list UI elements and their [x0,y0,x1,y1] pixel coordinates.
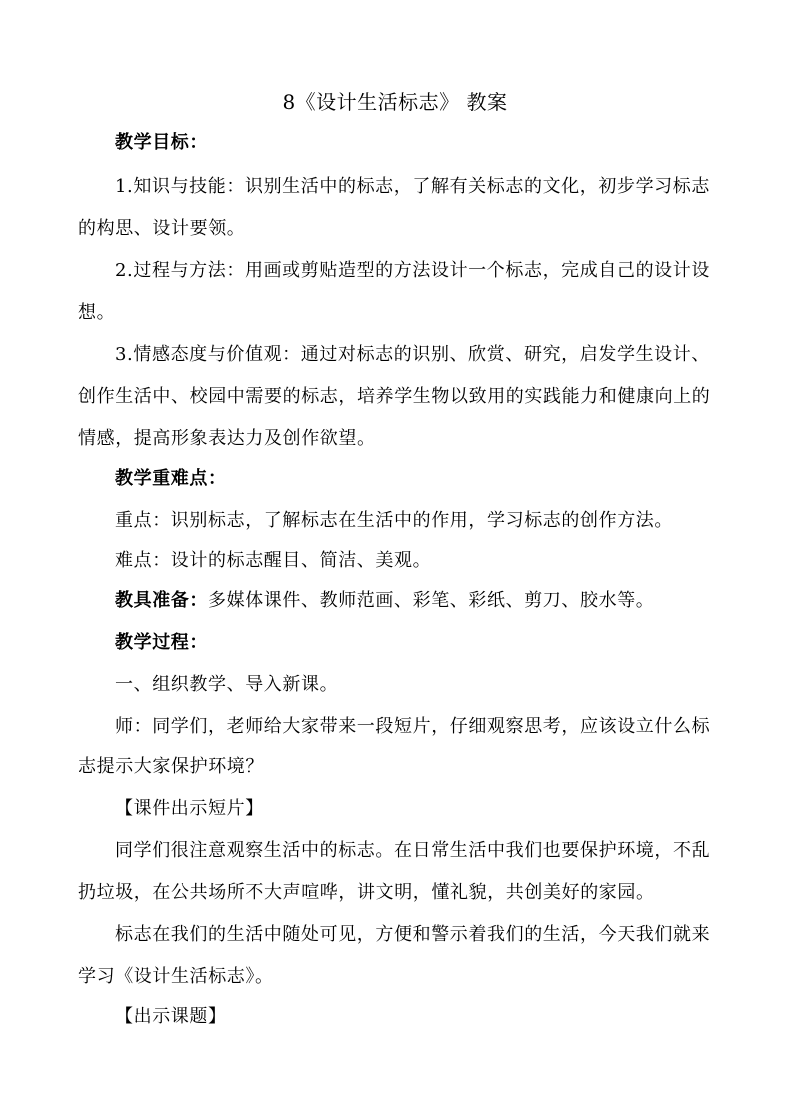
paragraph-1-line-1: 同学们很注意观察生活中的标志。在日常生活中我们也要保护环境，不乱 [115,840,711,861]
paragraph-2-line-2: 学习《设计生活标志》。 [78,966,274,987]
courseware-clip: 【课件出示短片】 [115,798,264,819]
teacher-line-1: 师：同学们，老师给大家带来一段短片，仔细观察思考，应该设立什么标 [115,716,711,737]
objective-1-line-1: 1.知识与技能：识别生活中的标志，了解有关标志的文化，初步学习标志 [115,176,710,197]
difficulty-text: 难点：设计的标志醒目、简洁、美观。 [115,550,432,571]
keypoint-text: 重点：识别标志，了解标志在生活中的作用，学习标志的创作方法。 [115,510,673,531]
objective-2-line-2: 想。 [78,302,116,323]
heading-process: 教学过程： [115,632,208,653]
paragraph-2-line-1: 标志在我们的生活中随处可见，方便和警示着我们的生活，今天我们就来 [115,924,711,945]
materials-line [115,586,654,612]
materials-text: 多媒体课件、教师范画、彩笔、彩纸、剪刀、胶水等。 [208,590,655,611]
objective-3-line-2: 创作生活中、校园中需要的标志，培养学生物以致用的实践能力和健康向上的 [78,386,711,407]
heading-objectives: 教学目标： [115,132,208,153]
materials-label: 教具准备： [115,590,208,611]
objective-2-line-1: 2.过程与方法：用画或剪贴造型的方法设计一个标志，完成自己的设计设 [115,260,710,281]
objective-3-line-1: 3.情感态度与价值观：通过对标志的识别、欣赏、研究，启发学生设计、 [115,344,710,365]
objective-3-line-3: 情感，提高形象表达力及创作欲望。 [78,428,376,449]
heading-keypoints: 教学重难点： [115,468,227,489]
paragraph-1-line-2: 扔垃圾，在公共场所不大声喧哗，讲文明，懂礼貌，共创美好的家园。 [78,882,655,903]
teacher-line-2: 志提示大家保护环境？ [78,756,264,777]
show-topic: 【出示课题】 [115,1006,227,1027]
step-1: 一、组织教学、导入新课。 [115,674,339,695]
objective-1-line-2: 的构思、设计要领。 [78,218,246,239]
document-title: 8《设计生活标志》 教案 [282,90,508,114]
